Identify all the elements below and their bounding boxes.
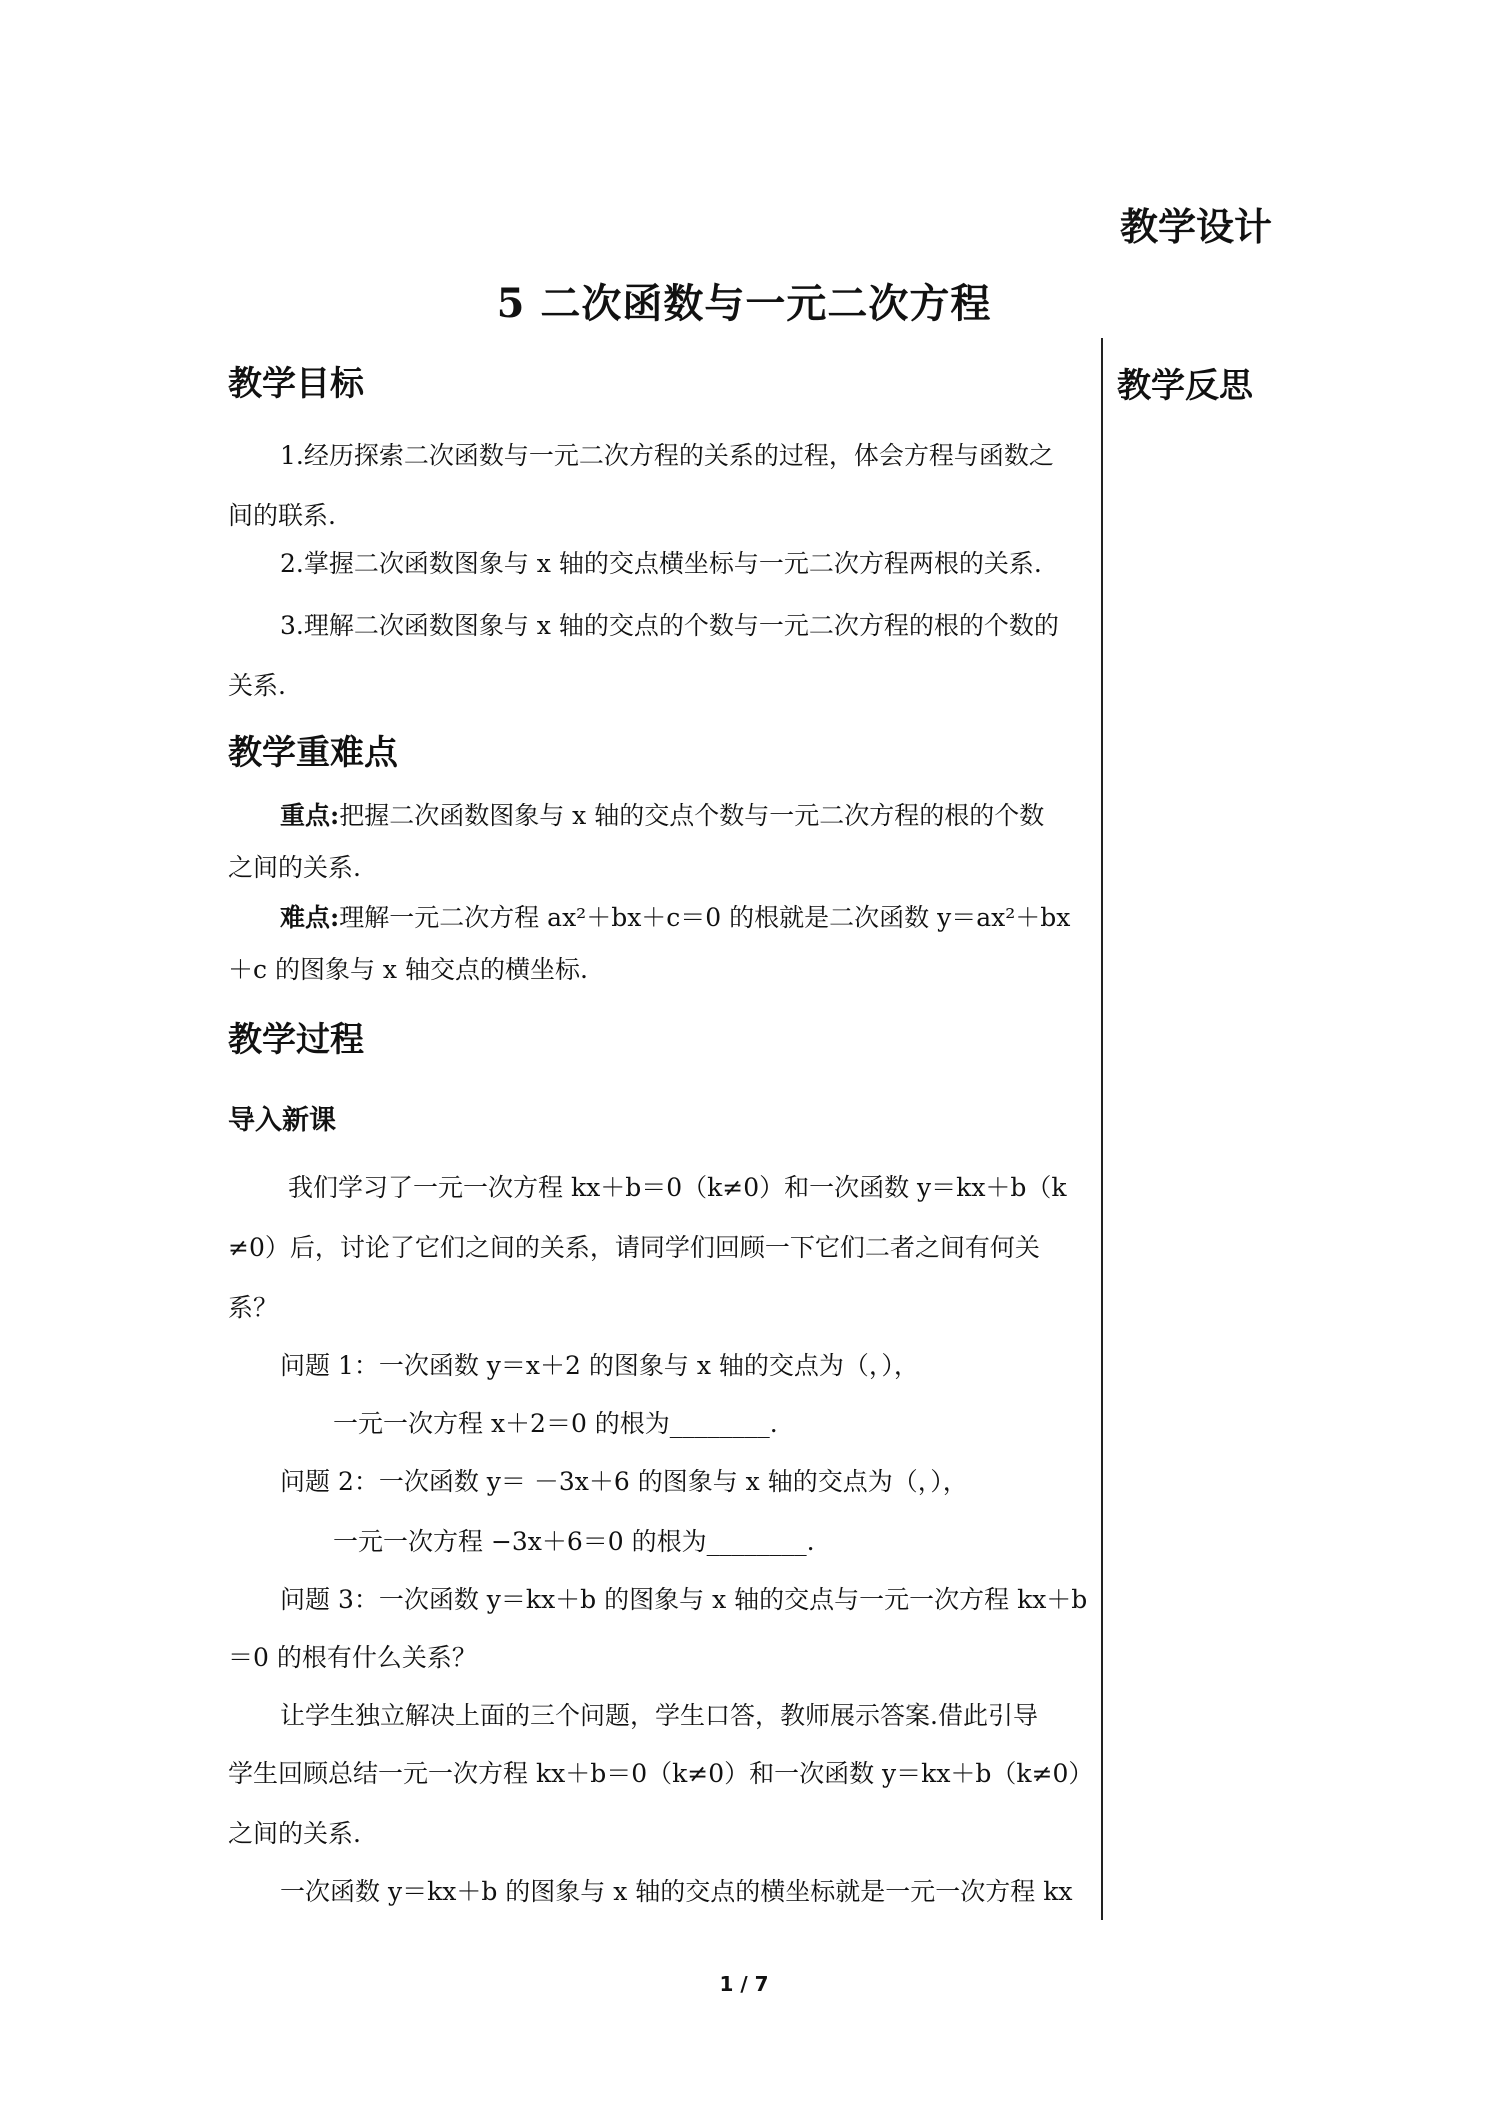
- key-point-text: 把握二次函数图象与 x 轴的交点个数与一元二次方程的根的个数: [339, 801, 1045, 830]
- objective-3-line-1: 3.理解二次函数图象与 x 轴的交点的个数与一元二次方程的根的个数的: [280, 611, 1059, 640]
- difficult-point-text: 理解一元二次方程 ax²＋bx＋c＝0 的根就是二次函数 y＝ax²＋bx: [339, 903, 1071, 932]
- difficult-point-line-2: ＋c 的图象与 x 轴交点的横坐标.: [228, 955, 588, 984]
- process-heading: 教学过程: [228, 1020, 364, 1060]
- summary-line-3: 之间的关系.: [228, 1819, 361, 1848]
- question-1-line-2: 一元一次方程 x＋2＝0 的根为________.: [333, 1409, 778, 1438]
- final-line: 一次函数 y＝kx＋b 的图象与 x 轴的交点的横坐标就是一元一次方程 kx: [280, 1877, 1073, 1906]
- document-type-title: 教学设计: [1120, 204, 1273, 249]
- objective-1-line-1: 1.经历探索二次函数与一元二次方程的关系的过程，体会方程与函数之: [280, 441, 1054, 470]
- difficult-point-line-1: [280, 898, 1070, 934]
- key-point-line-2: 之间的关系.: [228, 853, 361, 882]
- question-1-line-1: 问题 1：一次函数 y＝x＋2 的图象与 x 轴的交点为（，），: [280, 1351, 919, 1380]
- page-number: 1 / 7: [719, 1972, 769, 1996]
- key-point-line-1: [280, 796, 1044, 832]
- intro-line-1: 我们学习了一元一次方程 kx＋b＝0（k≠0）和一次函数 y＝kx＋b（k: [288, 1173, 1067, 1202]
- objective-2: 2.掌握二次函数图象与 x 轴的交点横坐标与一元二次方程两根的关系.: [280, 549, 1042, 578]
- column-divider: [1101, 338, 1103, 1920]
- intro-line-3: 系？: [228, 1293, 279, 1322]
- lesson-title: 5 二次函数与一元二次方程: [496, 280, 992, 327]
- question-3-line-2: ＝0 的根有什么关系？: [228, 1643, 477, 1672]
- reflection-heading: 教学反思: [1117, 366, 1253, 406]
- objective-3-line-2: 关系.: [228, 671, 286, 700]
- objectives-heading: 教学目标: [228, 364, 364, 404]
- objective-1-line-2: 间的联系.: [228, 501, 336, 530]
- key-point-label: 重点:: [280, 801, 340, 830]
- intro-subheading: 导入新课: [228, 1105, 336, 1136]
- summary-line-1: 让学生独立解决上面的三个问题，学生口答，教师展示答案.借此引导: [280, 1701, 1038, 1730]
- summary-line-2: 学生回顾总结一元一次方程 kx＋b＝0（k≠0）和一次函数 y＝kx＋b（k≠0）: [228, 1759, 1094, 1788]
- question-3-line-1: 问题 3：一次函数 y＝kx＋b 的图象与 x 轴的交点与一元一次方程 kx＋b: [280, 1585, 1088, 1614]
- intro-line-2: ≠0）后，讨论了它们之间的关系，请同学们回顾一下它们二者之间有何关: [228, 1233, 1040, 1262]
- difficult-point-label: 难点:: [280, 903, 340, 932]
- question-2-line-1: 问题 2：一次函数 y＝ －3x＋6 的图象与 x 轴的交点为（，），: [280, 1467, 968, 1496]
- key-points-heading: 教学重难点: [228, 733, 398, 773]
- question-2-line-2: 一元一次方程 −3x＋6＝0 的根为________.: [333, 1527, 815, 1556]
